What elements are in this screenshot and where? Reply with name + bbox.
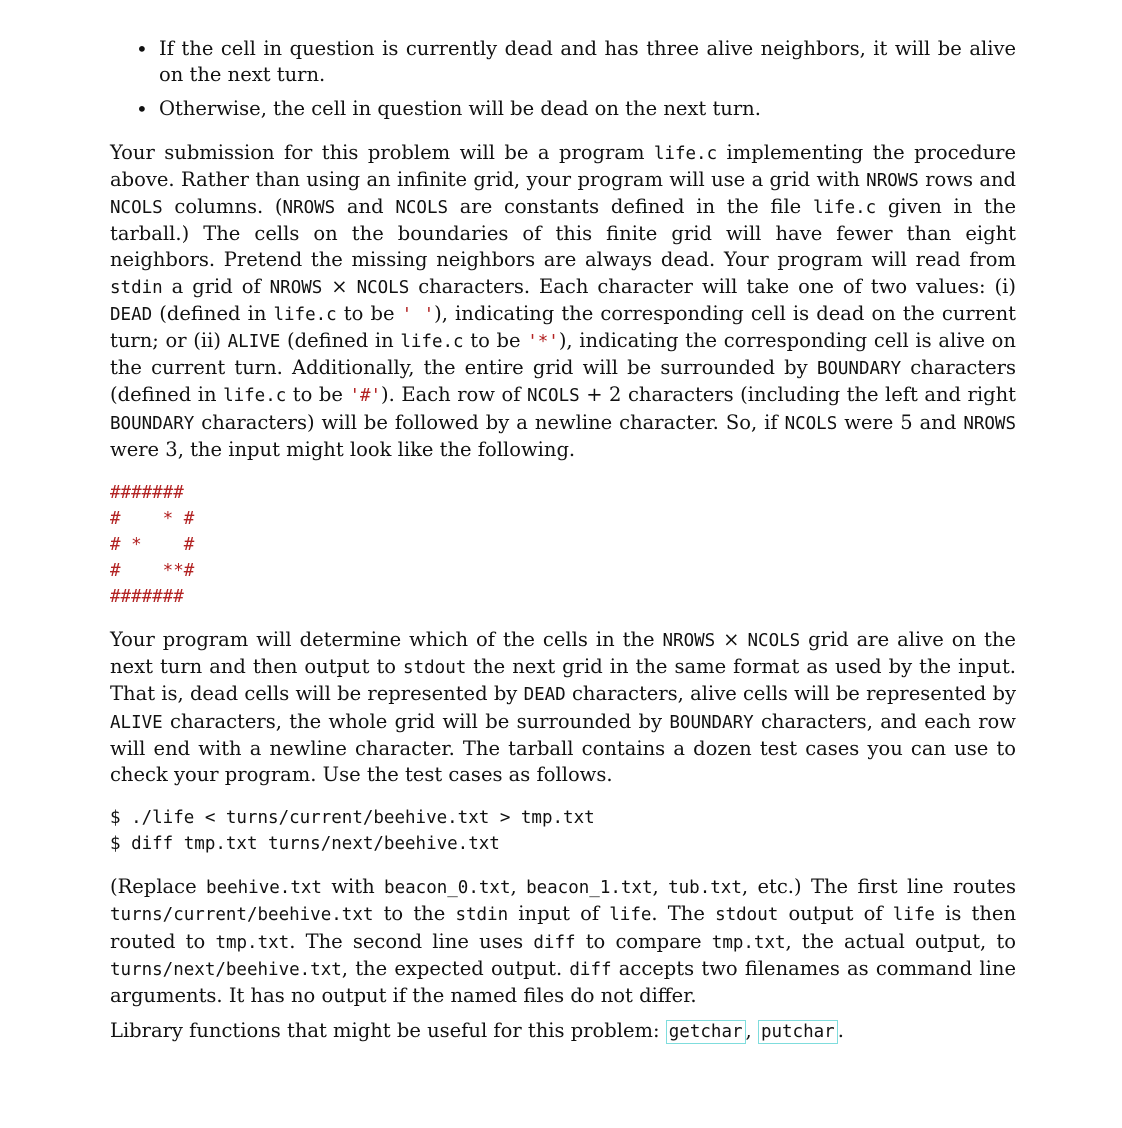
inline-code: BOUNDARY [110, 413, 195, 434]
inline-code: stdout [715, 905, 779, 926]
text-run: characters, alive cells will be represented by [565, 682, 1016, 706]
inline-code: NCOLS [356, 277, 410, 298]
inline-code: NCOLS [784, 413, 838, 434]
text-run: accepts two filenames as command line arguments. It has no output if the named files do not differ. [110, 956, 1017, 1008]
text-run: ), indicating the corresponding cell is dead on the current turn; or (ii) [110, 301, 1016, 353]
text-run: to the [373, 902, 456, 926]
inline-code: life.c [812, 198, 877, 219]
inline-code: diff [533, 932, 576, 953]
library-separator: , [745, 1019, 758, 1043]
text-run: , etc.) The first line routes [741, 875, 1016, 899]
inline-code: DEAD [110, 304, 153, 325]
text-run: , [510, 875, 527, 899]
inline-code: life.c [223, 386, 287, 407]
char-literal: ' ' [401, 304, 435, 325]
text-run: given in the tarball.) The cells on the boundaries of this finite grid will have fewer than eight neighbors. Pretend the missing neighbors are always dead. Your program will read from [110, 195, 1016, 272]
text-run: (defined in [280, 329, 401, 353]
text-run: to be [463, 329, 528, 353]
text-run: + 2 characters (including the left and right [579, 383, 1016, 407]
text-run: output of [778, 902, 893, 926]
rules-list [110, 36, 1016, 123]
inline-code: tub.txt [668, 878, 742, 899]
paragraph-test-explanation [110, 874, 1016, 1009]
text-run: are constants defined in the file [448, 195, 813, 219]
text-run: is then routed to [110, 902, 1016, 953]
text-run: were 3, the input might look like the following. [110, 437, 576, 461]
text-run: ). Each row of [381, 383, 527, 407]
inline-code: stdin [455, 905, 509, 926]
text-run: with [321, 875, 385, 899]
text-run: characters, the whole grid will be surrounded by [162, 709, 670, 733]
inline-code: NROWS [963, 413, 1016, 434]
rule-item: • Otherwise, the cell in question will be dead on the next turn. [110, 96, 1016, 122]
text-run: columns. ( [162, 195, 283, 219]
char-literal: '#' [349, 386, 382, 407]
inline-code: tmp.txt [215, 932, 290, 953]
rule-item: • If the cell in question is currently dead and has three alive neighbors, it will be alive on the next turn. [110, 36, 1016, 88]
inline-code: beehive.txt [206, 878, 322, 899]
text-run: Your submission for this problem will be a program [110, 140, 654, 164]
inline-code: stdin [110, 277, 163, 298]
inline-code: NROWS [866, 170, 919, 191]
text-run: Your program will determine which of the cells in the [110, 628, 663, 652]
text-run: the next grid in the same format as used by the input. That is, dead cells will be represented by [110, 655, 1016, 706]
link-putchar[interactable]: putchar [758, 1020, 838, 1044]
inline-code: DEAD [523, 685, 566, 706]
text-run: (defined in [152, 301, 274, 325]
text-run: and [335, 195, 396, 219]
text-run: to be [336, 301, 402, 325]
inline-code: stdout [403, 658, 467, 679]
text-run: , the expected output. [341, 956, 570, 980]
inline-code: life.c [400, 332, 464, 353]
text-run: , [652, 875, 669, 899]
inline-code: tmp.txt [711, 932, 786, 953]
inline-code: life [892, 905, 935, 926]
inline-code: NROWS [662, 631, 716, 652]
text-run: ), indicating the corresponding cell is alive on the current turn. Additionally, the entire grid will be surrounded by [110, 329, 1016, 380]
text-run: (Replace [110, 875, 207, 899]
text-run: implementing the procedure above. Rather than using an infinite grid, your program will use a grid with [110, 140, 1016, 191]
inline-code: ALIVE [227, 332, 281, 353]
text-run: grid are alive on the next turn and then output to [110, 628, 1016, 679]
text-run: characters (defined in [110, 356, 1016, 407]
inline-code: BOUNDARY [816, 359, 902, 380]
text-run: characters, and each row will end with a newline character. The tarball contains a dozen test cases you can use to check your program. Use the test cases as follows. [110, 709, 1016, 787]
paragraph-output-format [110, 627, 1016, 788]
inline-code: diff [569, 959, 612, 980]
inline-code: NCOLS [526, 386, 580, 407]
paragraph-input-format [110, 140, 1016, 463]
text-run: × [322, 274, 357, 298]
text-run: to be [286, 383, 350, 407]
inline-code: beacon_0.txt [384, 878, 511, 899]
text-run: characters. Each character will take one of two values: (i) [409, 274, 1016, 298]
inline-code: NROWS [282, 198, 336, 219]
document-page [110, 36, 1016, 1044]
link-getchar[interactable]: getchar [666, 1020, 746, 1044]
library-suffix: . [837, 1019, 844, 1043]
inline-code: life.c [653, 143, 718, 164]
inline-code: NCOLS [395, 198, 449, 219]
inline-code: turns/current/beehive.txt [110, 905, 374, 926]
text-run: . The second line uses [289, 929, 534, 953]
text-run: were 5 and [837, 410, 964, 434]
text-run: input of [508, 902, 610, 926]
inline-code: NCOLS [747, 631, 801, 652]
library-prefix: Library functions that might be useful for this problem: [110, 1019, 666, 1043]
inline-code: ALIVE [110, 712, 163, 733]
library-functions-line [110, 1018, 1016, 1044]
text-run: rows and [918, 167, 1017, 191]
inline-code: NCOLS [110, 198, 163, 219]
inline-code: BOUNDARY [669, 712, 754, 733]
inline-code: life [609, 905, 652, 926]
inline-code: life.c [273, 304, 337, 325]
text-run: a grid of [162, 274, 270, 298]
test-commands: $ ./life < turns/current/beehive.txt > tmp.txt $ diff tmp.txt turns/next/beehive.txt [110, 808, 595, 855]
text-run: , the actual output, to [785, 929, 1017, 953]
text-run: × [715, 628, 748, 652]
grid-example: ####### # * # # * # # **# ####### [110, 483, 195, 608]
inline-code: NROWS [269, 277, 323, 298]
text-run: to compare [575, 929, 712, 953]
text-run: characters) will be followed by a newline character. So, if [194, 410, 785, 434]
inline-code: beacon_1.txt [526, 878, 653, 899]
char-literal: '*' [527, 332, 559, 353]
text-run: . The [651, 902, 716, 926]
inline-code: turns/next/beehive.txt [110, 959, 342, 980]
